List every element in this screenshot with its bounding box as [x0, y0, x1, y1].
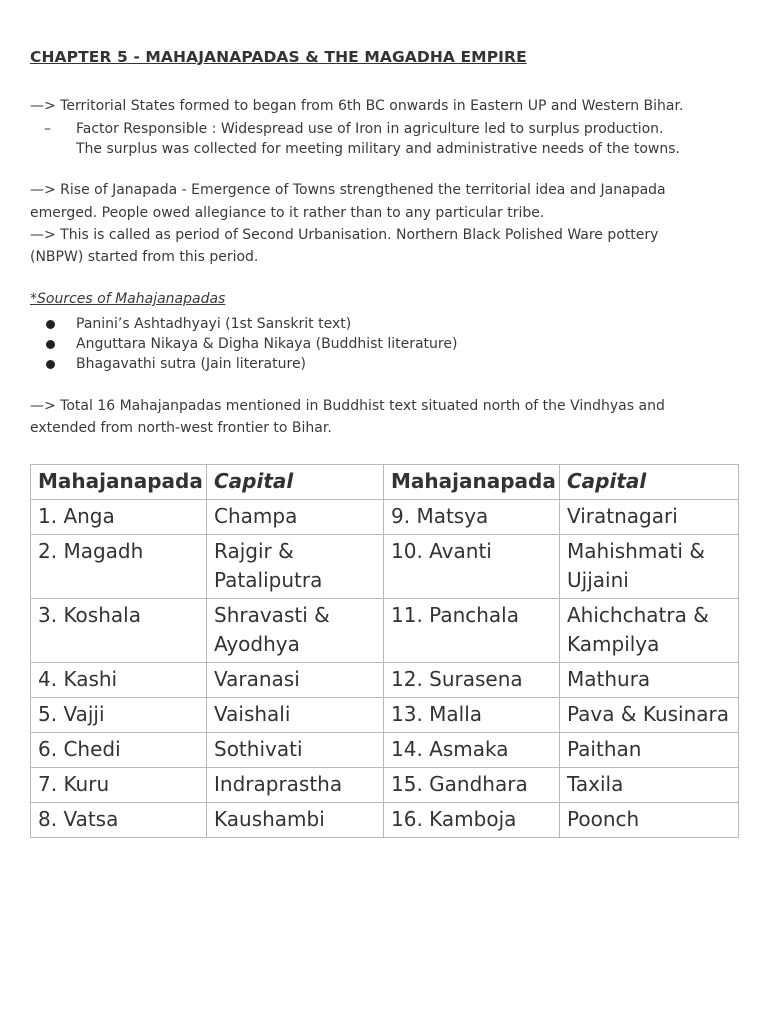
table-cell: 1. Anga: [31, 500, 207, 535]
header-mahajanapada: Mahajanapada: [31, 465, 207, 500]
table-cell: 3. Koshala: [31, 599, 207, 663]
table-cell: Mathura: [560, 663, 739, 698]
table-cell: Pava & Kusinara: [560, 698, 739, 733]
table-row: [31, 535, 739, 599]
table-cell: Sothivati: [207, 733, 384, 768]
table-cell: Viratnagari: [560, 500, 739, 535]
urbanisation-text-1: —> This is called as period of Second Urbanisation. Northern Black Polished Ware pottery: [30, 227, 659, 243]
table-cell: 13. Malla: [384, 698, 560, 733]
table-row: [31, 803, 739, 838]
total-text-2: extended from north-west frontier to Bihar.: [30, 420, 332, 436]
header-capital: Capital: [560, 465, 739, 500]
factor-text: Factor Responsible : Widespread use of Iron in agriculture led to surplus production.: [76, 121, 664, 137]
table-cell: Champa: [207, 500, 384, 535]
table-row: [31, 733, 739, 768]
bullet-icon: [46, 340, 55, 349]
table-cell: Mahishmati & Ujjaini: [560, 535, 739, 599]
urbanisation-text-2: (NBPW) started from this period.: [30, 249, 259, 265]
table-row: [31, 768, 739, 803]
table-row: [31, 698, 739, 733]
table-row: [31, 599, 739, 663]
janapada-text-1: —> Rise of Janapada - Emergence of Towns strengthened the territorial idea and Janapada: [30, 182, 666, 198]
table-header-row: [31, 465, 739, 500]
table-cell: 10. Avanti: [384, 535, 560, 599]
table-cell: 14. Asmaka: [384, 733, 560, 768]
table-cell: 12. Surasena: [384, 663, 560, 698]
table-cell: Ahichchatra & Kampilya: [560, 599, 739, 663]
table-row: [31, 663, 739, 698]
table-cell: Poonch: [560, 803, 739, 838]
table-cell: 15. Gandhara: [384, 768, 560, 803]
table-cell: Paithan: [560, 733, 739, 768]
table-cell: 9. Matsya: [384, 500, 560, 535]
total-text-1: —> Total 16 Mahajanpadas mentioned in Buddhist text situated north of the Vindhyas and: [30, 398, 665, 414]
table-cell: 4. Kashi: [31, 663, 207, 698]
dash-bullet: –: [44, 121, 51, 137]
sources-heading: *Sources of Mahajanapadas: [30, 291, 226, 307]
janapada-text-2: emerged. People owed allegiance to it rather than to any particular tribe.: [30, 205, 545, 221]
table-cell: Shravasti & Ayodhya: [207, 599, 384, 663]
table-cell: Varanasi: [207, 663, 384, 698]
territorial-states-text: —> Territorial States formed to began from 6th BC onwards in Eastern UP and Western Bihar.: [30, 98, 684, 114]
table-cell: 5. Vajji: [31, 698, 207, 733]
table-cell: Vaishali: [207, 698, 384, 733]
mahajanapada-table: [30, 464, 739, 838]
bullet-icon: [46, 320, 55, 329]
table-cell: 6. Chedi: [31, 733, 207, 768]
table-cell: Indraprastha: [207, 768, 384, 803]
table-cell: Rajgir & Pataliputra: [207, 535, 384, 599]
table-cell: 8. Vatsa: [31, 803, 207, 838]
table-row: [31, 500, 739, 535]
table-cell: 11. Panchala: [384, 599, 560, 663]
table-cell: Taxila: [560, 768, 739, 803]
factor-text-continued: The surplus was collected for meeting military and administrative needs of the towns.: [76, 141, 681, 157]
table-cell: 2. Magadh: [31, 535, 207, 599]
table-cell: 7. Kuru: [31, 768, 207, 803]
header-capital: Capital: [207, 465, 384, 500]
table-cell: Kaushambi: [207, 803, 384, 838]
table-cell: 16. Kamboja: [384, 803, 560, 838]
header-mahajanapada: Mahajanapada: [384, 465, 560, 500]
chapter-title: CHAPTER 5 - MAHAJANAPADAS & THE MAGADHA EMPIRE: [30, 48, 527, 66]
bullet-icon: [46, 360, 55, 369]
